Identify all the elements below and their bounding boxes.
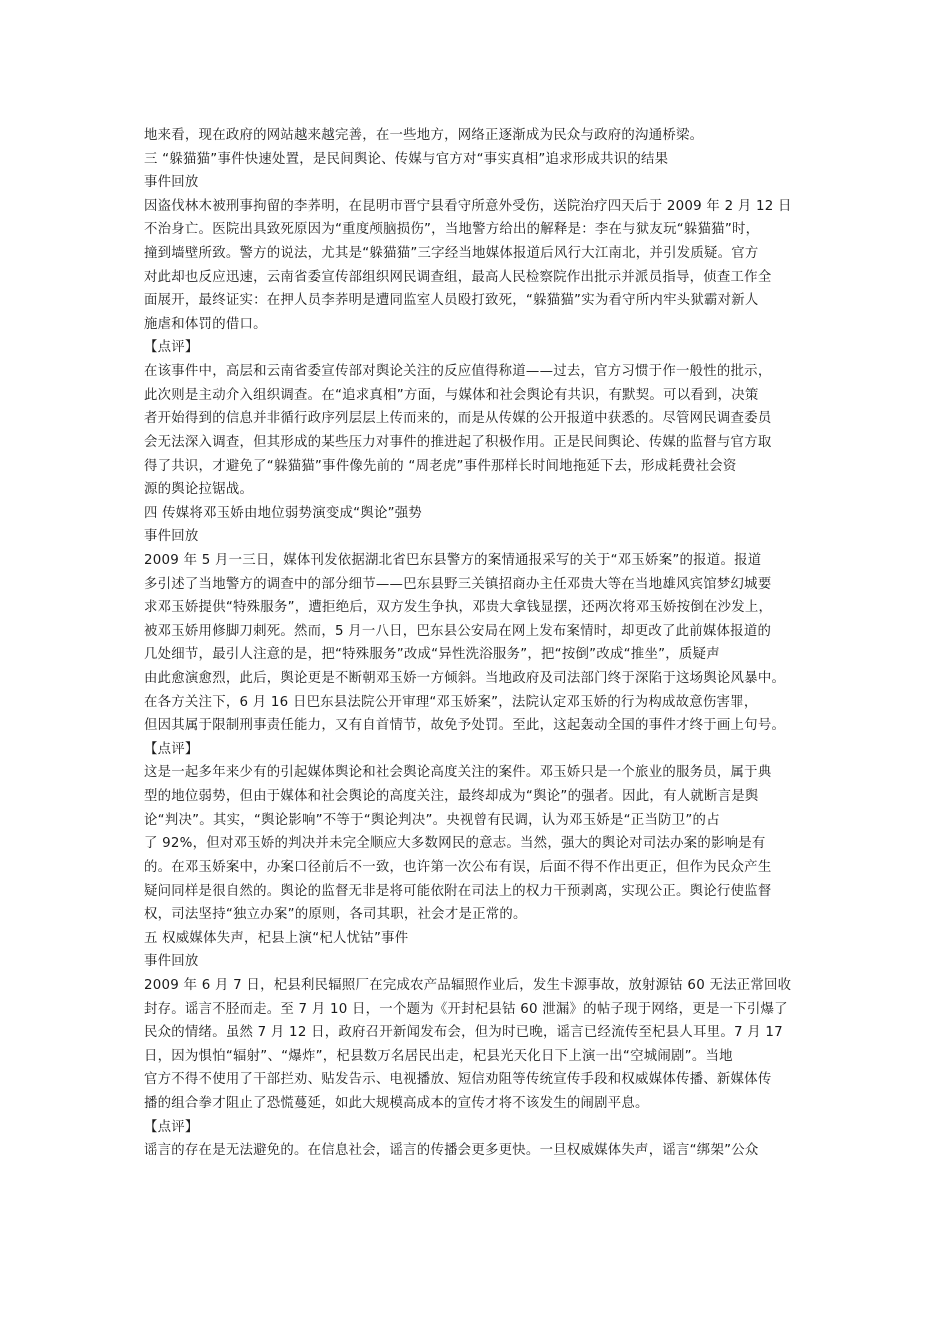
paragraph-line: 疑问同样是很自然的。舆论的监督无非是将可能依附在司法上的权力干预剥离，实现公正。舆论行使监督 [144,883,772,899]
paragraph-line: 谣言的存在是无法避免的。在信息社会，谣言的传播会更多更快。一旦权威媒体失声，谣言“绑架”公众 [144,1143,759,1159]
paragraph-line: 因盗伐林木被刑事拘留的李荞明，在昆明市晋宁县看守所意外受伤，送院治疗四天后于 2009 年 2 月 12 日 [144,198,792,214]
section-heading-3: 三 “躲猫猫”事件快速处置，是民间舆论、传媒与官方对“事实真相”追求形成共识的结果 [144,151,669,167]
paragraph-line: 在各方关注下，6 月 16 日巴东县法院公开审理“邓玉娇案”，法院认定邓玉娇的行为构成故意伤害罪， [144,694,758,710]
section-heading-5: 五 权威媒体失声，杞县上演“杞人忧钴”事件 [144,930,409,946]
commentary-label: 【点评】 [144,741,199,757]
paragraph-line: 型的地位弱势，但由于媒体和社会舆论的高度关注，最终却成为“舆论”的强者。因此，有人就断言是舆 [144,789,759,805]
paragraph-line: 播的组合拳才阻止了恐慌蔓延，如此大规模高成本的宣传才将不该发生的闹剧平息。 [144,1095,649,1111]
paragraph-line: 几处细节，最引人注意的是，把“特殊服务”改成“异性洗浴服务”，把“按倒”改成“推坐”，质疑声 [144,647,720,663]
paragraph-line: 2009 年 6 月 7 日，杞县利民辐照厂在完成农产品辐照作业后，发生卡源事故，放射源钴 60 无法正常回收 [144,977,792,993]
paragraph-line: 官方不得不使用了干部拦劝、贴发告示、电视播放、短信劝阻等传统宣传手段和权威媒体传播、新媒体传 [144,1072,772,1088]
paragraph-line: 撞到墙壁所致。警方的说法，尤其是“躲猫猫”三字经当地媒体报道后风行大江南北，并引发质疑。官方 [144,246,759,262]
paragraph-line: 被邓玉娇用修脚刀刺死。然而，5 月一八日，巴东县公安局在网上发布案情时，却更改了此前媒体报道的 [144,623,772,639]
event-replay-label: 事件回放 [144,529,199,545]
event-replay-label: 事件回放 [144,954,199,970]
paragraph-line: 由此愈演愈烈，此后，舆论更是不断朝邓玉娇一方倾斜。当地政府及司法部门终于深陷于这场舆论风暴中。 [144,671,786,687]
paragraph-line: 2009 年 5 月一三日，媒体刊发依据湖北省巴东县警方的案情通报采写的关于“邓玉娇案”的报道。报道 [144,552,762,568]
paragraph-line: 这是一起多年来少有的引起媒体舆论和社会舆论高度关注的案件。邓玉娇只是一个旅业的服务员，属于典 [144,765,772,781]
paragraph-line: 此次则是主动介入组织调查。在“追求真相”方面，与媒体和社会舆论有共识，有默契。可以看到，决策 [144,387,759,403]
paragraph-line: 不治身亡。医院出具致死原因为“重度颅脑损伤”，当地警方给出的解释是：李在与狱友玩“躲猫猫”时， [144,222,760,238]
paragraph-line: 了 92%，但对邓玉娇的判决并未完全顺应大多数网民的意志。当然，强大的舆论对司法办案的影响是有 [144,836,766,852]
paragraph-line: 者开始得到的信息并非循行政序列层层上传而来的，而是从传媒的公开报道中获悉的。尽管网民调查委员 [144,411,772,427]
commentary-label: 【点评】 [144,1119,199,1135]
paragraph-line: 权，司法坚持“独立办案”的原则，各司其职，社会才是正常的。 [144,907,527,923]
paragraph-line: 民众的情绪。虽然 7 月 12 日，政府召开新闻发布会，但为时已晚，谣言已经流传至杞县人耳里。7 月 17 [144,1025,783,1041]
commentary-label: 【点评】 [144,340,199,356]
paragraph-line: 多引述了当地警方的调查中的部分细节——巴东县野三关镇招商办主任邓贵大等在当地雄风宾馆梦幻城要 [144,576,772,592]
paragraph-line: 论“判决”。其实，“舆论影响”不等于“舆论判决”。央视曾有民调，认为邓玉娇是“正当防卫”的占 [144,812,720,828]
paragraph-line: 地来看，现在政府的网站越来越完善，在一些地方，网络正逐渐成为民众与政府的沟通桥梁。 [144,128,704,143]
paragraph-line: 对此却也反应迅速，云南省委宣传部组织网民调查组，最高人民检察院作出批示并派员指导，侦查工作全 [144,269,772,285]
section-heading-4: 四 传媒将邓玉娇由地位弱势演变成“舆论”强势 [144,505,423,521]
paragraph-line: 在该事件中，高层和云南省委宣传部对舆论关注的反应值得称道——过去，官方习惯于作一般性的批示， [144,364,772,380]
document-page [144,124,816,1163]
paragraph-line: 的。在邓玉娇案中，办案口径前后不一致，也许第一次公布有误，后面不得不作出更正，但作为民众产生 [144,859,772,875]
paragraph-line: 面展开，最终证实：在押人员李荞明是遭同监室人员殴打致死，“躲猫猫”实为看守所内牢头狱霸对新人 [144,293,759,309]
event-replay-label: 事件回放 [144,175,199,191]
paragraph-line: 施虐和体罚的借口。 [144,316,267,332]
paragraph-line: 得了共识，才避免了“躲猫猫”事件像先前的 “周老虎”事件那样长时间地拖延下去，形成耗费社会资 [144,458,737,474]
paragraph-line: 源的舆论拉锯战。 [144,482,254,498]
paragraph-line: 求邓玉娇提供“特殊服务”，遭拒绝后，双方发生争执，邓贵大拿钱显摆，还两次将邓玉娇按倒在沙发上， [144,600,773,616]
paragraph-line: 会无法深入调查，但其形成的某些压力对事件的推进起了积极作用。正是民间舆论、传媒的监督与官方取 [144,434,772,450]
paragraph-line: 封存。谣言不胫而走。至 7 月 10 日，一个题为《开封杞县钴 60 泄漏》的帖子现于网络，更是一下引爆了 [144,1001,788,1017]
paragraph-line: 但因其属于限制刑事责任能力，又有自首情节，故免予处罚。至此，这起轰动全国的事件才终于画上句号。 [144,718,786,734]
paragraph-line: 日，因为惧怕“辐射”、“爆炸”，杞县数万名居民出走，杞县光天化日下上演一出“空城闹剧”。当地 [144,1048,733,1064]
